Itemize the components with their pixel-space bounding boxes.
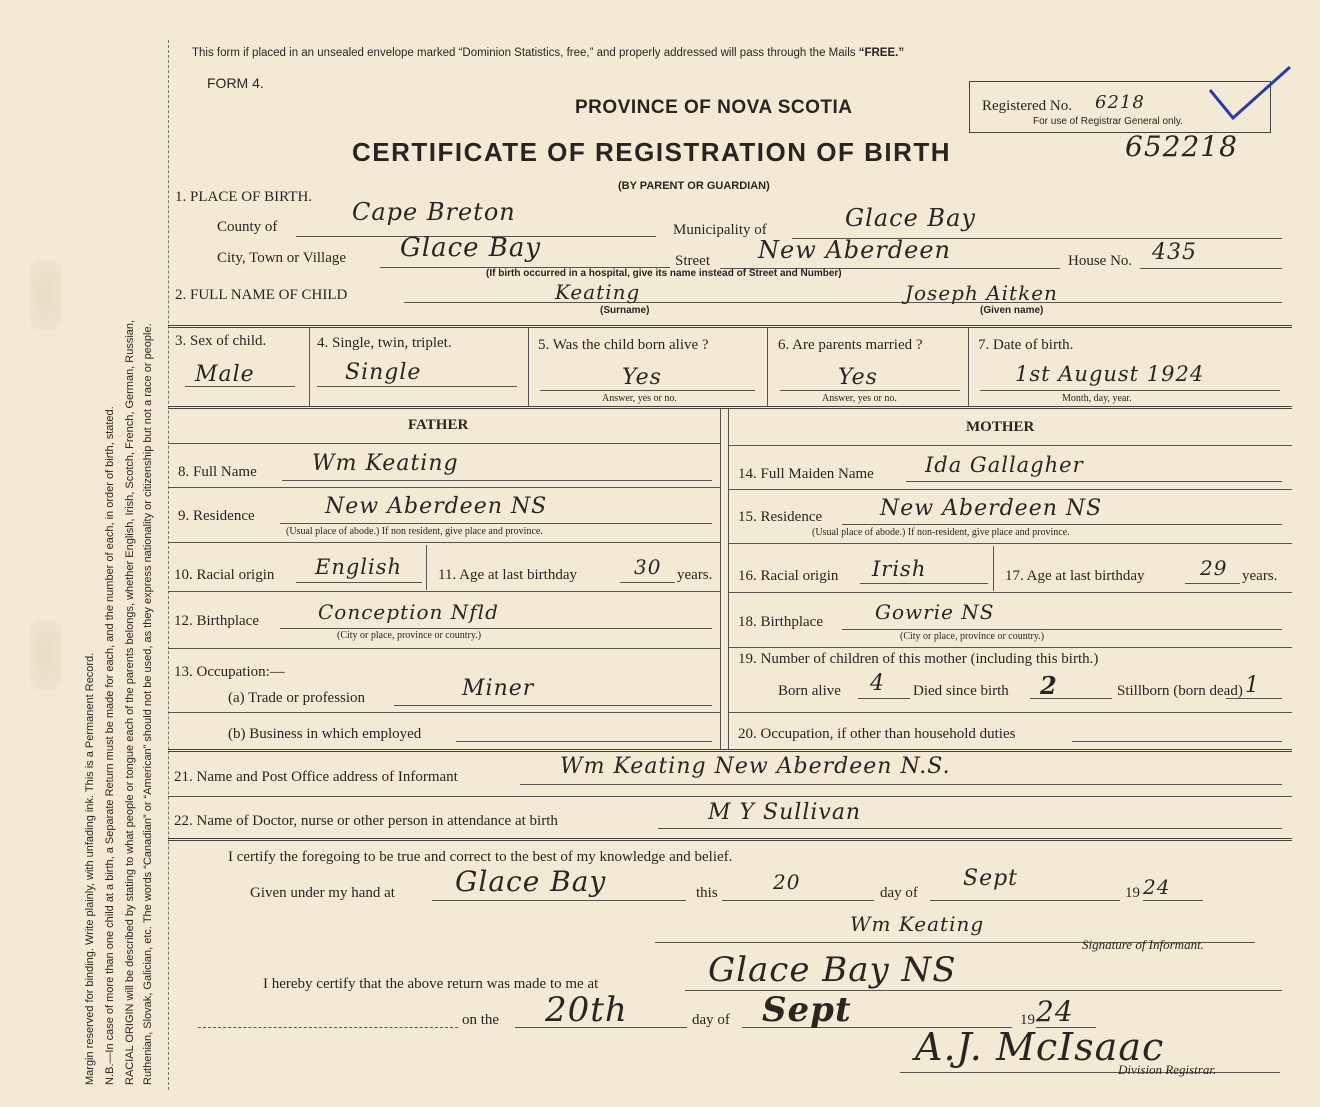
stillborn-label: Stillborn (born dead): [1117, 683, 1243, 699]
certificate-number: 652218: [1125, 130, 1238, 163]
place-of-birth-label: 1. PLACE OF BIRTH.: [175, 189, 313, 205]
registration-month-value: Sept: [762, 990, 852, 1030]
mother-occupation-label: 20. Occupation, if other than household duties: [738, 726, 1016, 742]
child-name-label: 2. FULL NAME OF CHILD: [175, 287, 348, 303]
given-month-value: Sept: [963, 866, 1019, 891]
children-count-label: 19. Number of children of this mother (including this birth.): [738, 651, 1099, 667]
margin-note-binding: Margin reserved for binding. Write plainly, with unfading ink. This is a Permanent Record.: [84, 652, 96, 1085]
father-residence-label: 9. Residence: [178, 508, 255, 524]
city-value: Glace Bay: [400, 233, 542, 263]
father-race-label: 10. Racial origin: [174, 567, 275, 583]
registrar-caption: Division Registrar.: [1118, 1062, 1217, 1077]
form-number: FORM 4.: [207, 75, 264, 91]
doctor-value: M Y Sullivan: [708, 800, 862, 825]
father-name-label: 8. Full Name: [178, 464, 257, 480]
informant-signature: Wm Keating: [850, 912, 985, 936]
mother-age-label: 17. Age at last birthday: [1005, 568, 1145, 584]
father-residence-value: New Aberdeen NS: [325, 494, 548, 519]
date-of-birth-value: 1st August 1924: [1015, 362, 1205, 386]
date-of-birth-note: Month, day, year.: [1062, 393, 1132, 404]
surname-note: (Surname): [600, 305, 650, 316]
sex-value: Male: [195, 362, 255, 387]
informant-value: Wm Keating New Aberdeen N.S.: [560, 754, 951, 779]
trade-label: (a) Trade or profession: [228, 690, 366, 706]
father-age-unit: years.: [677, 567, 713, 583]
mother-race-value: Irish: [872, 557, 927, 581]
registrar-place-value: Glace Bay NS: [708, 950, 957, 990]
mother-residence-note: (Usual place of abode.) If non-resident, give place and province.: [812, 527, 1070, 538]
binding-hole: [30, 260, 62, 330]
mother-birthplace-label: 18. Birthplace: [738, 614, 823, 630]
father-race-value: English: [315, 555, 403, 579]
registrar-certify-text: I hereby certify that the above return was made to me at: [263, 976, 599, 992]
date-of-birth-label: 7. Date of birth.: [978, 337, 1074, 353]
father-birthplace-note: (City or place, province or country.): [337, 630, 482, 641]
parents-married-value: Yes: [838, 365, 878, 390]
sex-label: 3. Sex of child.: [175, 333, 267, 349]
father-birthplace-label: 12. Birthplace: [174, 613, 259, 629]
mother-name-value: Ida Gallagher: [925, 453, 1084, 477]
check-mark-icon: [1205, 62, 1295, 124]
father-birthplace-value: Conception Nfld: [318, 600, 499, 624]
mother-age-unit: years.: [1242, 568, 1278, 584]
mother-name-label: 14. Full Maiden Name: [738, 466, 874, 482]
day-of-label: day of: [880, 885, 918, 901]
given-year-value: 24: [1143, 875, 1171, 899]
father-age-label: 11. Age at last birthday: [438, 567, 577, 583]
reg-year-prefix: 19: [1020, 1012, 1035, 1028]
registration-year-value: 24: [1036, 995, 1074, 1028]
municipality-value: Glace Bay: [845, 204, 976, 232]
father-residence-note: (Usual place of abode.) If non resident, give place and province.: [286, 526, 543, 537]
died-since-birth-value: 2: [1040, 671, 1058, 700]
certify-text: I certify the foregoing to be true and correct to the best of my knowledge and belief.: [228, 849, 733, 865]
born-alive-count-label: Born alive: [778, 683, 841, 699]
mail-note: This form if placed in an unsealed envelope marked “Dominion Statistics, free,” and properly addressed will pass through the Mails “FREE.”: [192, 47, 905, 59]
father-heading: FATHER: [408, 417, 469, 433]
plurality-label: 4. Single, twin, triplet.: [317, 335, 452, 351]
margin-note-racial-origin-cont: Ruthenian, Slovak, Galician, etc. The words “Canadian” or “American” should not be used, as they express nationality or citizenship but not a race or people.: [142, 323, 154, 1085]
mother-heading: MOTHER: [966, 419, 1035, 435]
page-title: CERTIFICATE OF REGISTRATION OF BIRTH: [352, 137, 952, 167]
mother-age-value: 29: [1200, 556, 1228, 580]
born-alive-note: Answer, yes or no.: [602, 393, 677, 404]
registered-value: 6218: [1095, 92, 1145, 113]
father-age-value: 30: [634, 555, 662, 579]
county-value: Cape Breton: [352, 198, 516, 226]
house-no-value: 435: [1152, 240, 1197, 265]
city-label: City, Town or Village: [217, 250, 347, 266]
child-given-value: Joseph Aitken: [905, 281, 1058, 305]
given-under-hand-label: Given under my hand at: [250, 885, 395, 901]
binding-hole: [30, 620, 62, 690]
father-occupation-label: 13. Occupation:—: [174, 664, 285, 680]
father-name-value: Wm Keating: [312, 451, 459, 476]
given-day-value: 20: [773, 870, 801, 894]
informant-label: 21. Name and Post Office address of Informant: [174, 769, 458, 785]
mother-race-label: 16. Racial origin: [738, 568, 839, 584]
registered-label: Registered No.: [982, 98, 1072, 114]
parents-married-note: Answer, yes or no.: [822, 393, 897, 404]
this-label: this: [696, 885, 718, 901]
registrar-only-note: For use of Registrar General only.: [1033, 116, 1183, 127]
mother-residence-value: New Aberdeen NS: [880, 496, 1103, 521]
reg-day-of-label: day of: [692, 1012, 730, 1028]
born-alive-count-value: 4: [870, 671, 885, 696]
trade-value: Miner: [462, 676, 535, 701]
business-label: (b) Business in which employed: [228, 726, 422, 742]
house-no-label: House No.: [1068, 253, 1133, 269]
stillborn-value: 1: [1245, 673, 1260, 698]
street-label: Street: [675, 253, 710, 269]
plurality-value: Single: [345, 360, 422, 385]
born-alive-value: Yes: [622, 365, 662, 390]
mother-residence-label: 15. Residence: [738, 509, 823, 525]
municipality-label: Municipality of: [673, 222, 767, 238]
registration-day-value: 20th: [545, 990, 628, 1030]
given-place-value: Glace Bay: [455, 865, 607, 898]
margin-note-multiple-births: N.B.—In case of more than one child at a birth, a Separate Return must be made for each, and the number of each, in order of birth, stated.: [104, 406, 116, 1085]
doctor-label: 22. Name of Doctor, nurse or other person in attendance at birth: [174, 813, 558, 829]
province-heading: PROVINCE OF NOVA SCOTIA: [575, 97, 853, 118]
born-alive-label: 5. Was the child born alive ?: [538, 337, 709, 353]
street-value: New Aberdeen: [758, 236, 951, 264]
hospital-note: (If birth occurred in a hospital, give its name instead of Street and Number): [486, 268, 842, 279]
form-left-border: [168, 40, 169, 1090]
mother-birthplace-value: Gowrie NS: [875, 600, 995, 624]
registrar-signature: A.J. McIsaac: [915, 1025, 1165, 1069]
year-prefix: 19: [1125, 885, 1140, 901]
given-name-note: (Given name): [980, 305, 1044, 316]
margin-note-racial-origin: RACIAL ORIGIN will be described by stating to what people or tongue each of the parents belongs, whether English, Irish, Scotch, French, German, Russian,: [124, 319, 136, 1085]
died-since-birth-label: Died since birth: [913, 683, 1009, 699]
county-label: County of: [217, 219, 278, 235]
informant-signature-caption: Signature of Informant.: [1082, 937, 1204, 952]
page-subtitle: (BY PARENT OR GUARDIAN): [618, 180, 770, 192]
parents-married-label: 6. Are parents married ?: [778, 337, 923, 353]
on-the-label: on the: [462, 1012, 500, 1028]
mother-birthplace-note: (City or place, province or country.): [900, 631, 1045, 642]
child-surname-value: Keating: [555, 280, 641, 304]
